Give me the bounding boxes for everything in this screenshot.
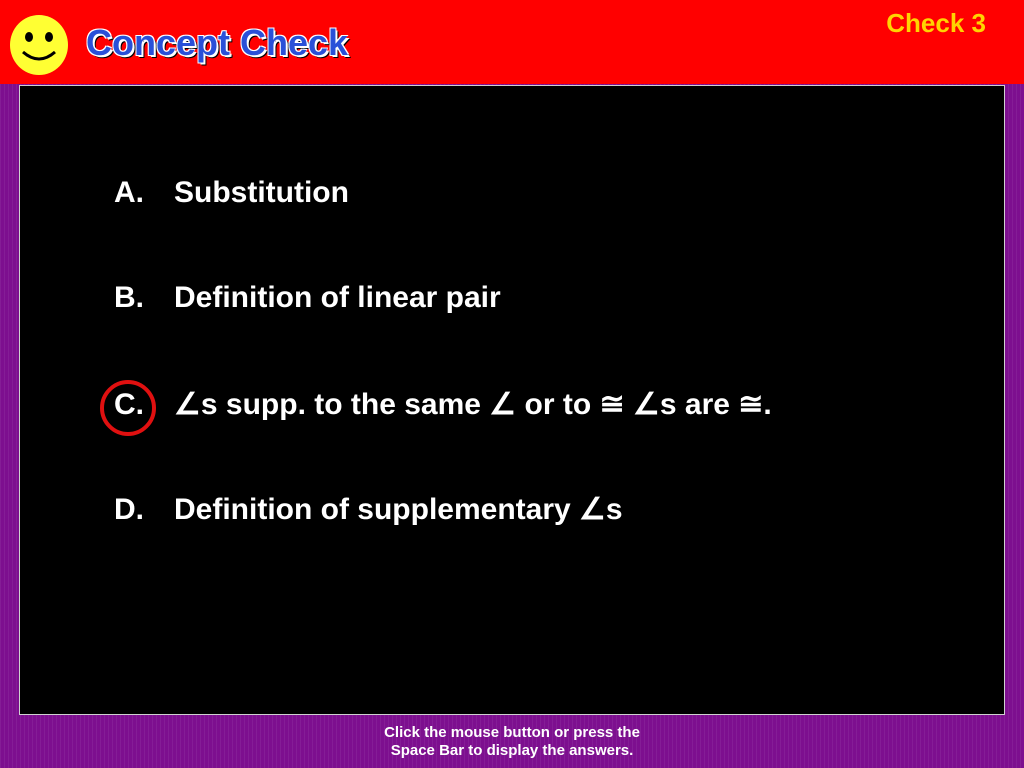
option-letter: B. (114, 281, 144, 314)
option-text: Definition of supplementary ∠s (174, 493, 623, 526)
option-d[interactable] (114, 492, 623, 527)
footer-line-2: Space Bar to display the answers. (390, 742, 634, 759)
option-a[interactable] (114, 176, 349, 210)
smiley-face-icon (9, 14, 69, 76)
option-c[interactable] (114, 387, 772, 422)
page-title: Concept Check (86, 22, 349, 63)
header-bar (0, 0, 1024, 84)
check-number-label: Check 3 (886, 8, 986, 38)
option-text: Definition of linear pair (174, 281, 501, 314)
option-letter: D. (114, 493, 144, 526)
option-b[interactable] (114, 281, 501, 315)
option-text: ∠s supp. to the same ∠ or to ≅ ∠s are ≅. (174, 388, 772, 421)
footer-line-1: Click the mouse button or press the (384, 724, 640, 741)
question-panel (19, 85, 1005, 715)
option-letter: A. (114, 176, 144, 209)
footer-instructions (0, 724, 1024, 760)
option-text: Substitution (174, 176, 349, 209)
option-letter: C. (114, 388, 144, 421)
